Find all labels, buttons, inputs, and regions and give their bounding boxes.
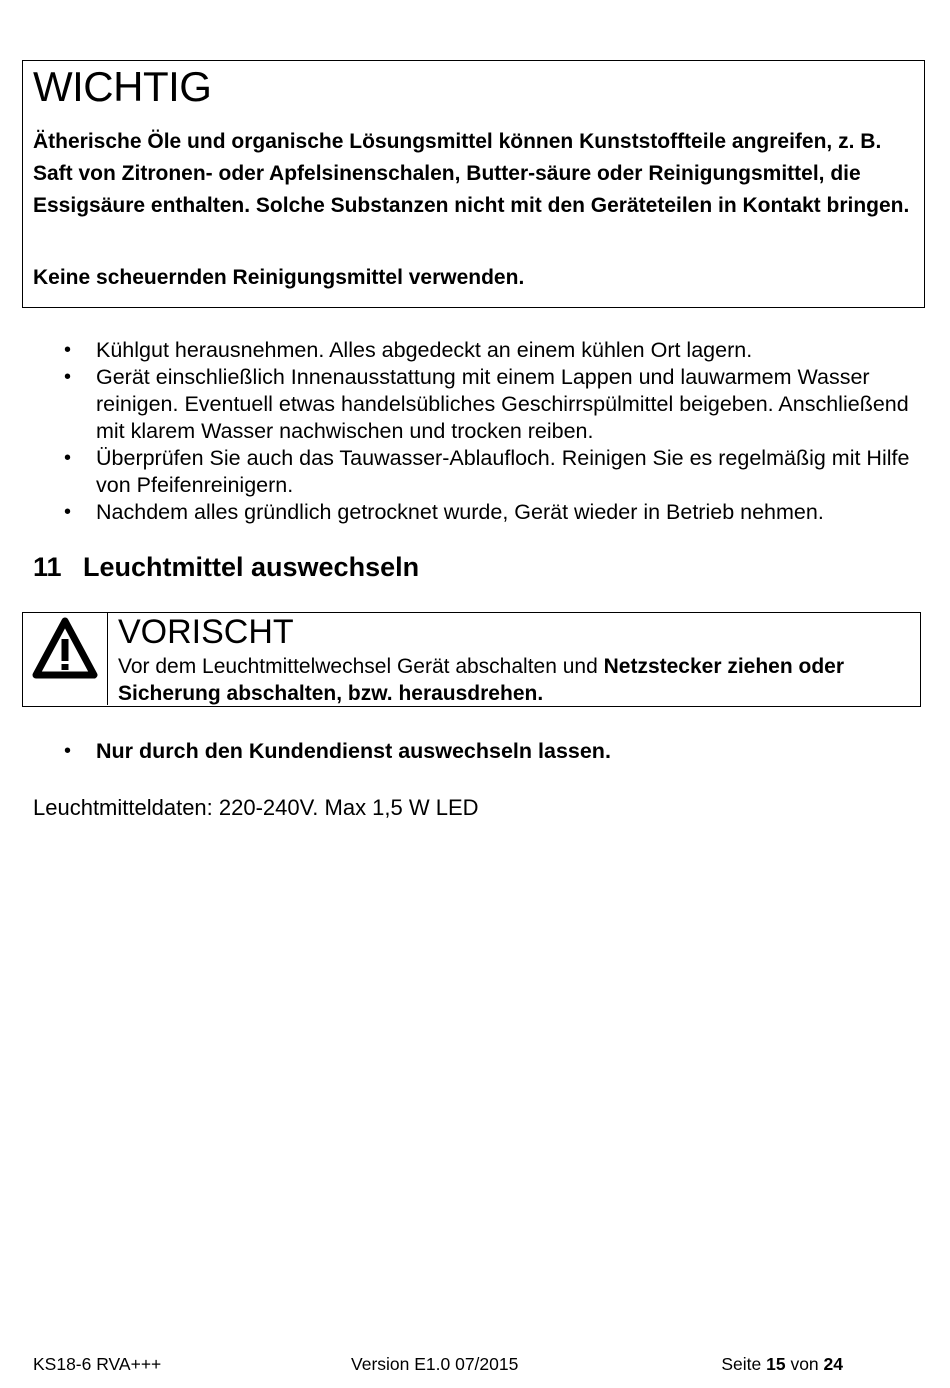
list-item: • Kühlgut herausnehmen. Alles abgedeckt an einem kühlen Ort lagern. <box>64 337 934 364</box>
list-item: • Nur durch den Kundendienst auswechseln lassen. <box>64 738 934 765</box>
caution-text-plain: Vor dem Leuchtmittelwechsel Gerät abschalten und <box>118 655 604 678</box>
caution-box <box>22 612 921 707</box>
caution-text-bold: Netzstecker ziehen oder Sicherung abschalten, bzw. herausdrehen. <box>118 655 845 705</box>
footer-page-prefix: Seite <box>721 1354 767 1374</box>
list-item: • Nachdem alles gründlich getrocknet wurde, Gerät wieder in Betrieb nehmen. <box>64 499 934 526</box>
important-notice-title: WICHTIG <box>33 63 212 110</box>
lamp-spec-line: Leuchtmitteldaten: 220-240V. Max 1,5 W LED <box>33 795 479 820</box>
footer-page-current: 15 <box>766 1354 786 1374</box>
caution-icon-cell <box>23 613 108 705</box>
important-notice-text: Ätherische Öle und organische Lösungsmittel können Kunststoffteile angreifen, z. B. Saft von Zitronen- oder Apfelsinenschalen, Butter-säure oder Reinigungsmittel, die Essigsäure enthalten. Solche Substanzen nicht mit den Geräteteilen in Kontakt bringen. <box>33 130 910 217</box>
footer-page-total: 24 <box>823 1354 843 1374</box>
list-item: • Überprüfen Sie auch das Tauwasser-Ablaufloch. Reinigen Sie es regelmäßig mit Hilfe von Pfeifenreinigern. <box>64 445 934 499</box>
list-item: • Gerät einschließlich Innenausstattung mit einem Lappen und lauwarmem Wasser reinigen. Eventuell etwas handelsübliches Geschirrspülmittel beigeben. Anschließend mit klarem Wasser nachwischen und trocken reiben. <box>64 364 934 445</box>
cleaning-steps-list <box>64 337 934 526</box>
footer-version: Version E1.0 07/2015 <box>351 1354 519 1374</box>
footer-page-number <box>721 1354 843 1375</box>
important-notice-text-abrasive: Keine scheuernden Reinigungsmittel verwenden. <box>33 266 525 289</box>
footer-page-mid: von <box>785 1354 824 1374</box>
service-note-list <box>64 738 934 765</box>
section-heading <box>33 552 419 583</box>
footer-model: KS18-6 RVA+++ <box>33 1354 162 1374</box>
caution-title: VORISCHT <box>118 613 294 651</box>
section-number: 11 <box>33 552 62 582</box>
page-footer <box>33 1354 843 1378</box>
caution-text <box>118 653 908 707</box>
important-notice-box <box>22 60 925 308</box>
section-title: Leuchtmittel auswechseln <box>83 552 420 582</box>
warning-triangle-icon <box>32 617 98 679</box>
